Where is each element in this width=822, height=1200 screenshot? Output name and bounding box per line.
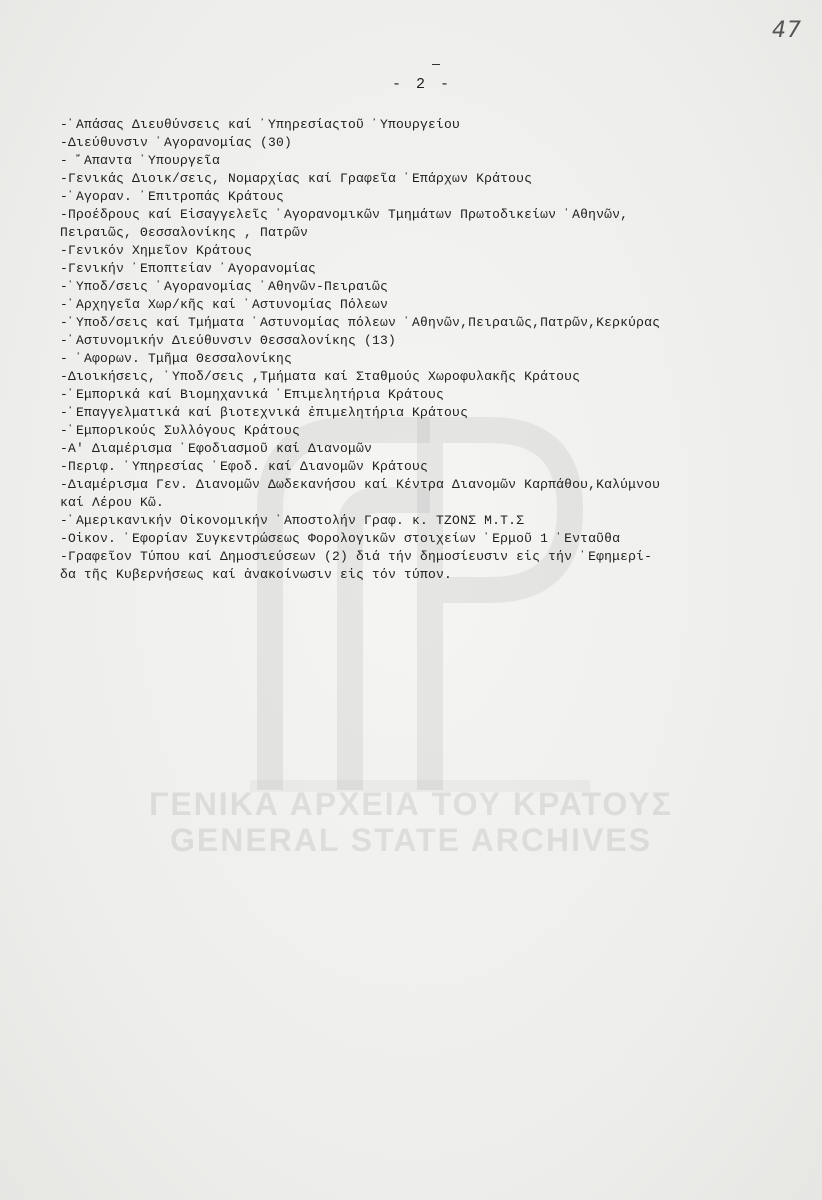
list-line: -Διαμέρισμα Γεν. Διανομῶν Δωδεκανήσου καί Κέντρα Διανομῶν Καρπάθου,Καλύμνου (60, 477, 661, 492)
list-line: -᾽Εμπορικά καί Βιομηχανικά ᾽Επιμελητήρια Κράτους (60, 387, 445, 402)
list-line: -Γενικήν ᾽Εποπτείαν ᾽Αγορανομίας (60, 261, 317, 276)
list-line: -᾽Υποδ/σεις ᾽Αγορανομίας ᾽Αθηνῶν-Πειραιῶς (60, 279, 389, 294)
list-line: -᾽Αρχηγεῖα Χωρ/κῆς καί ᾽Αστυνομίας Πόλεων (60, 297, 389, 312)
list-line: καί Λέρου Κῶ. (60, 495, 165, 510)
list-line: -᾽Υποδ/σεις καί Τμήματα ᾽Αστυνομίας πόλεων ᾽Αθηνῶν,Πειραιῶς,Πατρῶν,Κερκύρας (60, 315, 661, 330)
list-line: Πειραιῶς, Θεσσαλονίκης , Πατρῶν (60, 225, 309, 240)
list-line: -Διεύθυνσιν ᾽Αγορανομίας (30) (60, 135, 293, 150)
list-line: -Γραφεῖον Τύπου καί Δημοσιεύσεων (2) διά τήν δημοσίευσιν εἰς τήν ᾽Εφημερί- (60, 549, 653, 564)
list-line: -Οἰκον. ᾽Εφορίαν Συγκεντρώσεως Φορολογικῶν στοιχείων ῾Ερμοῦ 1 ᾽Ενταῦθα (60, 531, 621, 546)
list-line: -᾽Εμπορικούς Συλλόγους Κράτους (60, 423, 301, 438)
list-line: -Προέδρους καί Εἰσαγγελεῖς ᾽Αγορανομικῶν Τμημάτων Πρωτοδικείων ᾽Αθηνῶν, (60, 207, 629, 222)
watermark-greek: ΓΕΝΙΚΑ ΑΡΧΕΙΑ ΤΟΥ ΚΡΑΤΟΥΣ (149, 786, 673, 822)
list-line: δα τῆς Κυβερνήσεως καί ἀνακοίνωσιν εἰς τόν τύπον. (60, 567, 453, 582)
list-line: -᾽Επαγγελματικά καί βιοτεχνικά ἐπιμελητήρια Κράτους (60, 405, 469, 420)
archive-page-number: 47 (772, 18, 802, 43)
page-number: - 2 - (392, 76, 453, 93)
list-line: -Γενικάς Διοικ/σεις, Νομαρχίας καί Γραφεῖα ᾽Επάρχων Κράτους (60, 171, 533, 186)
list-line: - ᾽Αφορων. Τμῆμα Θεσσαλονίκης (60, 351, 293, 366)
list-line: -Περιφ. ᾽Υπηρεσίας ᾽Εφοδ. καί Διανομῶν Κράτους (60, 459, 429, 474)
list-line: -᾽Αμερικανικήν Οἰκονομικήν ᾽Αποστολήν Γραφ. κ. ΤΖΟΝΣ Μ.Τ.Σ (60, 513, 525, 528)
list-line: -᾽Απάσας Διευθύνσεις καί ᾽Υπηρεσίαςτοῦ ᾽Υπουργείου (60, 117, 461, 132)
recipient-list (60, 116, 805, 584)
list-line: -᾽Αστυνομικήν Διεύθυνσιν Θεσσαλονίκης (13) (60, 333, 397, 348)
list-line: - ῎Απαντα ᾽Υπουργεῖα (60, 153, 221, 168)
watermark-english: GENERAL STATE ARCHIVES (170, 822, 652, 858)
list-line: -Γενικόν Χημεῖον Κράτους (60, 243, 253, 258)
list-line: -Α' Διαμέρισμα ᾽Εφοδιασμοῦ καί Διανομῶν (60, 441, 373, 456)
list-line: -᾽Αγοραν. ᾽Επιτροπάς Κράτους (60, 189, 285, 204)
page-number-mark (432, 64, 440, 65)
list-line: -Διοικήσεις, ᾽Υποδ/σεις ,Τμήματα καί Σταθμούς Χωροφυλακῆς Κράτους (60, 369, 581, 384)
